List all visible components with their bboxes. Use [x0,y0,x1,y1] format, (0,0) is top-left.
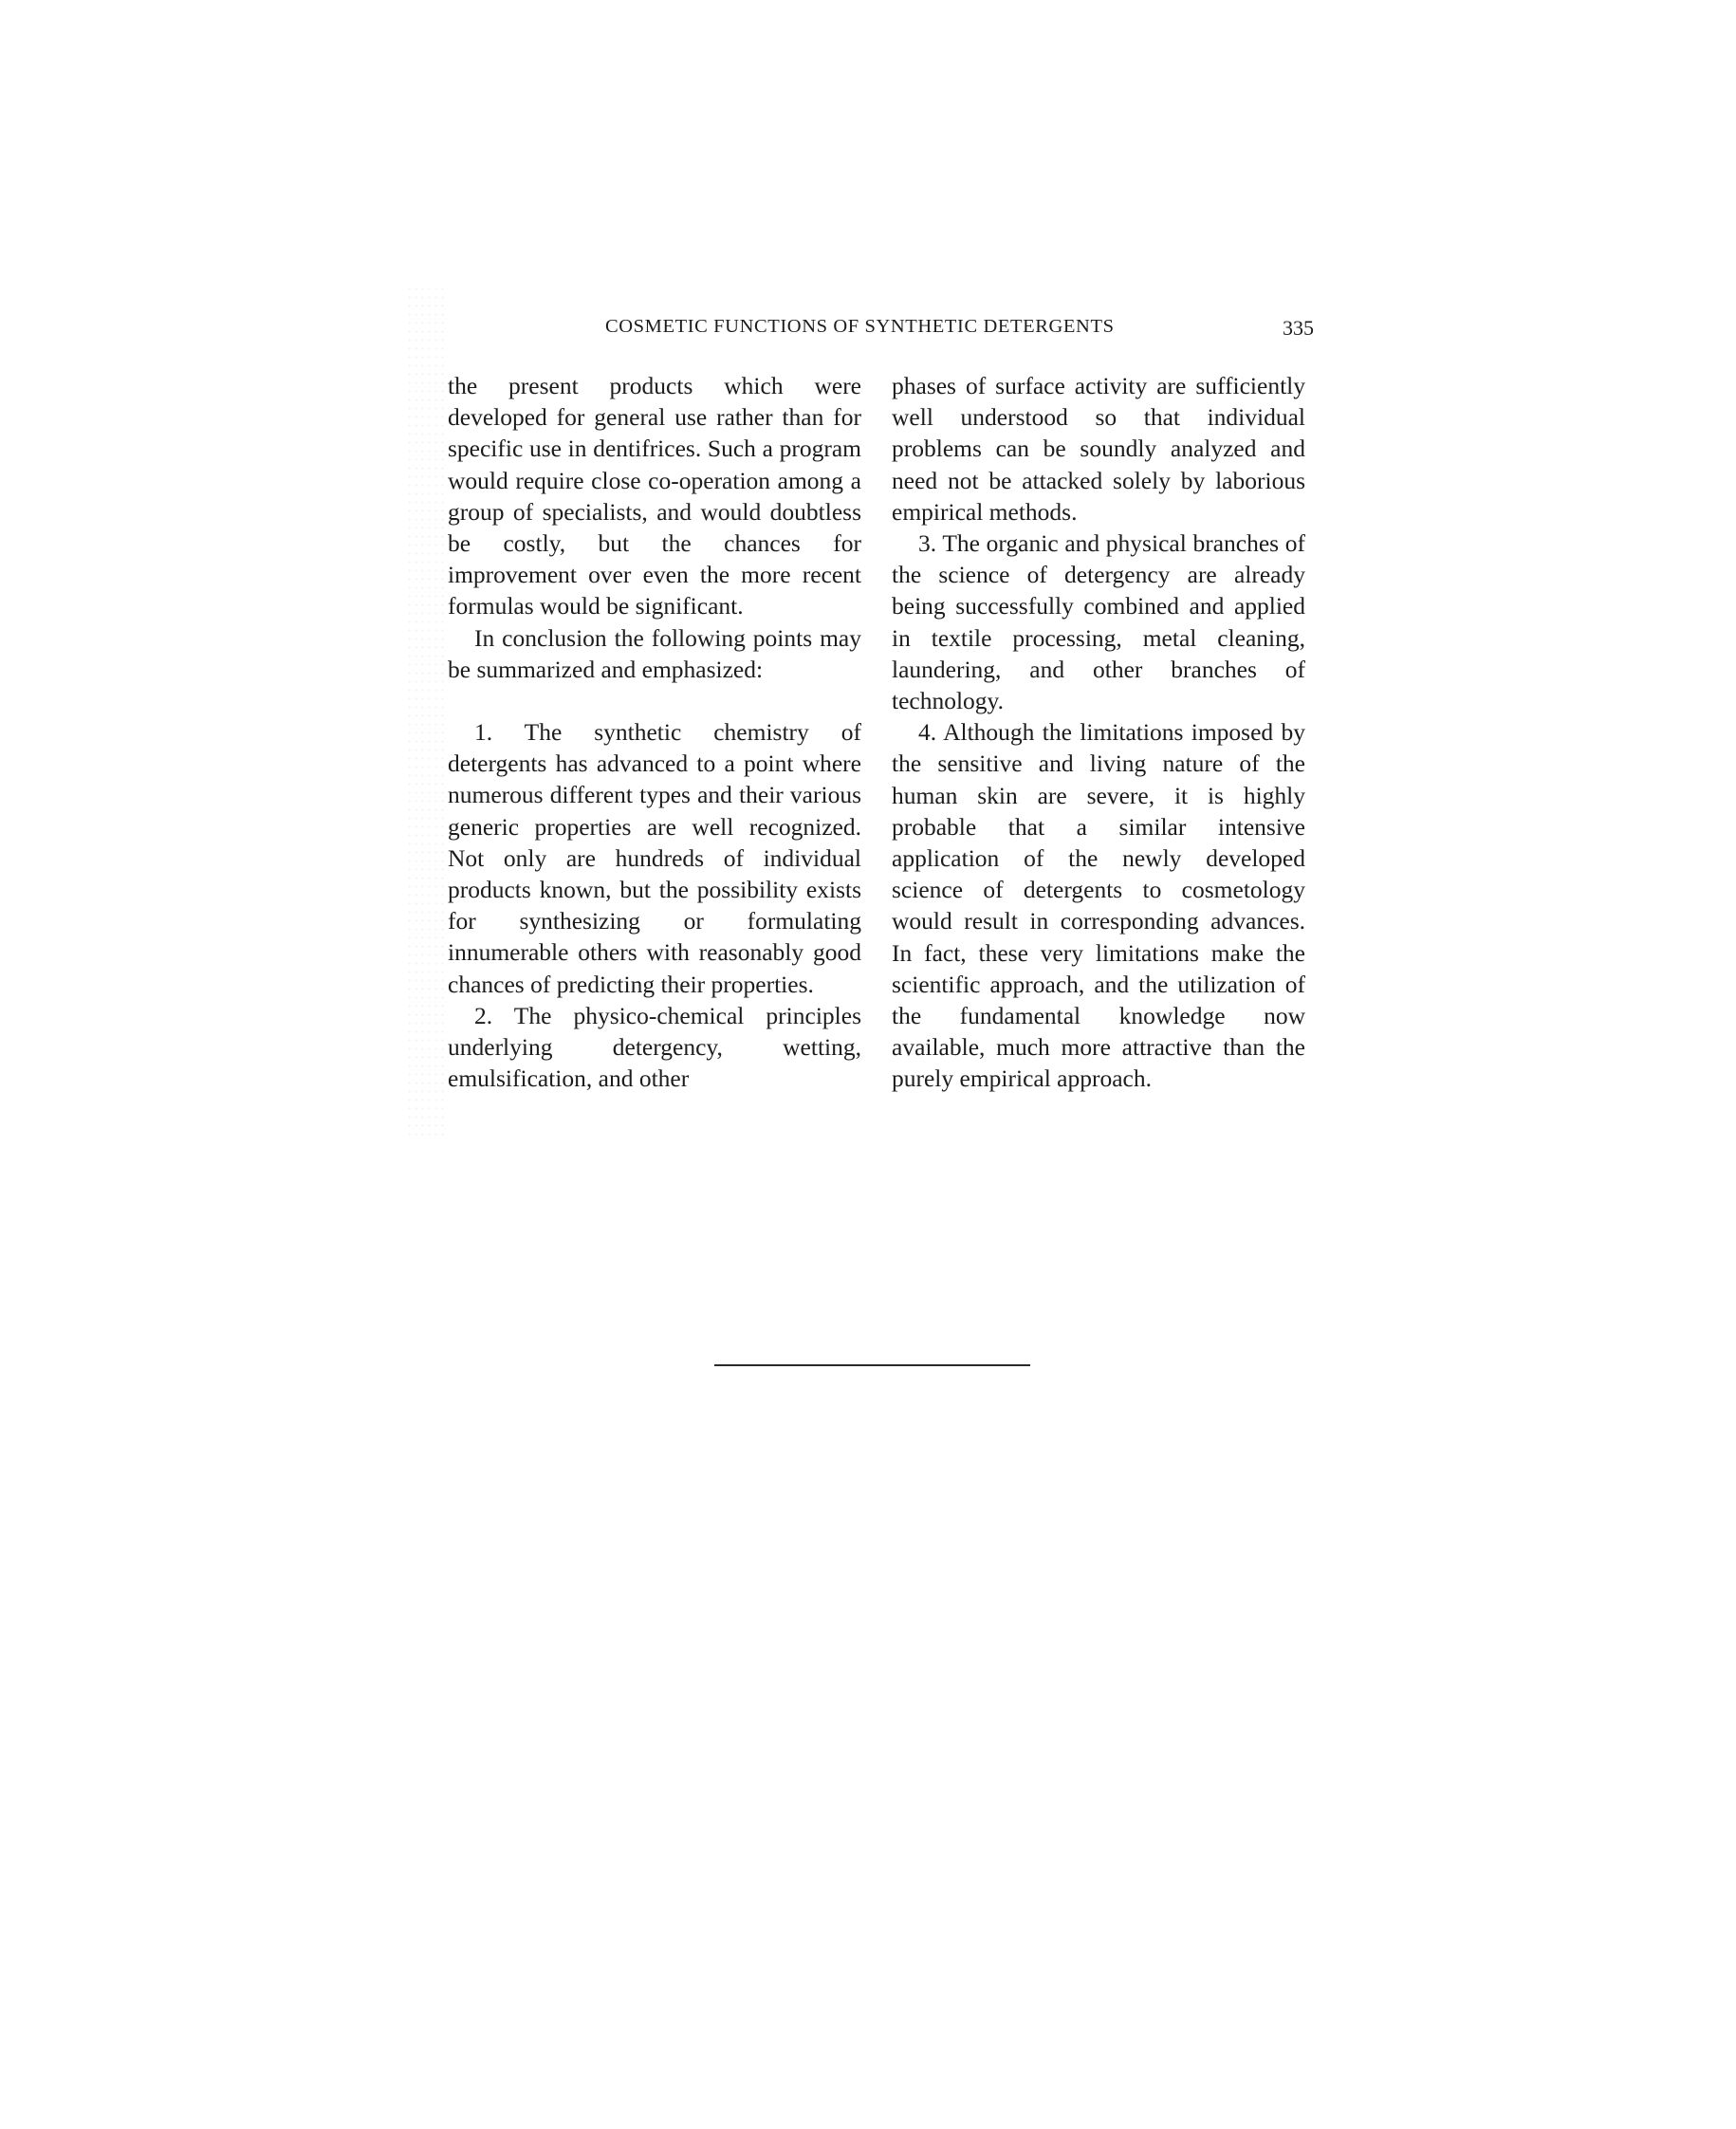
left-column [448,370,861,1094]
paragraph-conclusion: In conclusion the following points may be summarized and emphasized: [448,623,861,683]
page-number: 335 [1283,316,1314,340]
paragraph-continuation: the present products which were developed for general use rather than for specific use in dentifrices. Such a program would require close co-operation among a group of specialists, and would doubtless be costly, but the chances for improvement over even the more recent formulas would be significant. [448,372,861,620]
point-2-end: phases of surface activity are sufficiently well understood so that individual problems can be soundly analyzed and need not be attacked solely by laborious empirical methods. [892,372,1305,526]
point-2-start: 2. The physico-chemical principles underlying detergency, wetting, emulsification, and other [448,1001,861,1093]
point-1: 1. The synthetic chemistry of detergents has advanced to a point where numerous different types and their various generic properties are well recognized. Not only are hundreds of individual products known, but the possibility exists for synthesizing or formulating innumerable others with reasonably good chances of predicting their properties. [448,718,861,998]
point-4: 4. Although the limitations imposed by the sensitive and living nature of the human skin are severe, it is highly probable that a similar intensive application of the newly developed science of detergents to cosmetology would result in corresponding advances. In fact, these very limitations make the scientific approach, and the utilization of the fundamental knowledge now available, much more attractive than the purely empirical approach. [892,718,1305,1093]
running-header [446,316,1314,344]
running-title: COSMETIC FUNCTIONS OF SYNTHETIC DETERGENTS [605,316,1115,337]
end-rule [714,1364,1030,1366]
scan-artifact [406,285,444,1139]
point-3: 3. The organic and physical branches of the science of detergency are already being successfully combined and applied in textile processing, metal cleaning, laundering, and other branches of technology. [892,529,1305,715]
paragraph-gap [448,685,861,716]
right-column [892,370,1305,1095]
